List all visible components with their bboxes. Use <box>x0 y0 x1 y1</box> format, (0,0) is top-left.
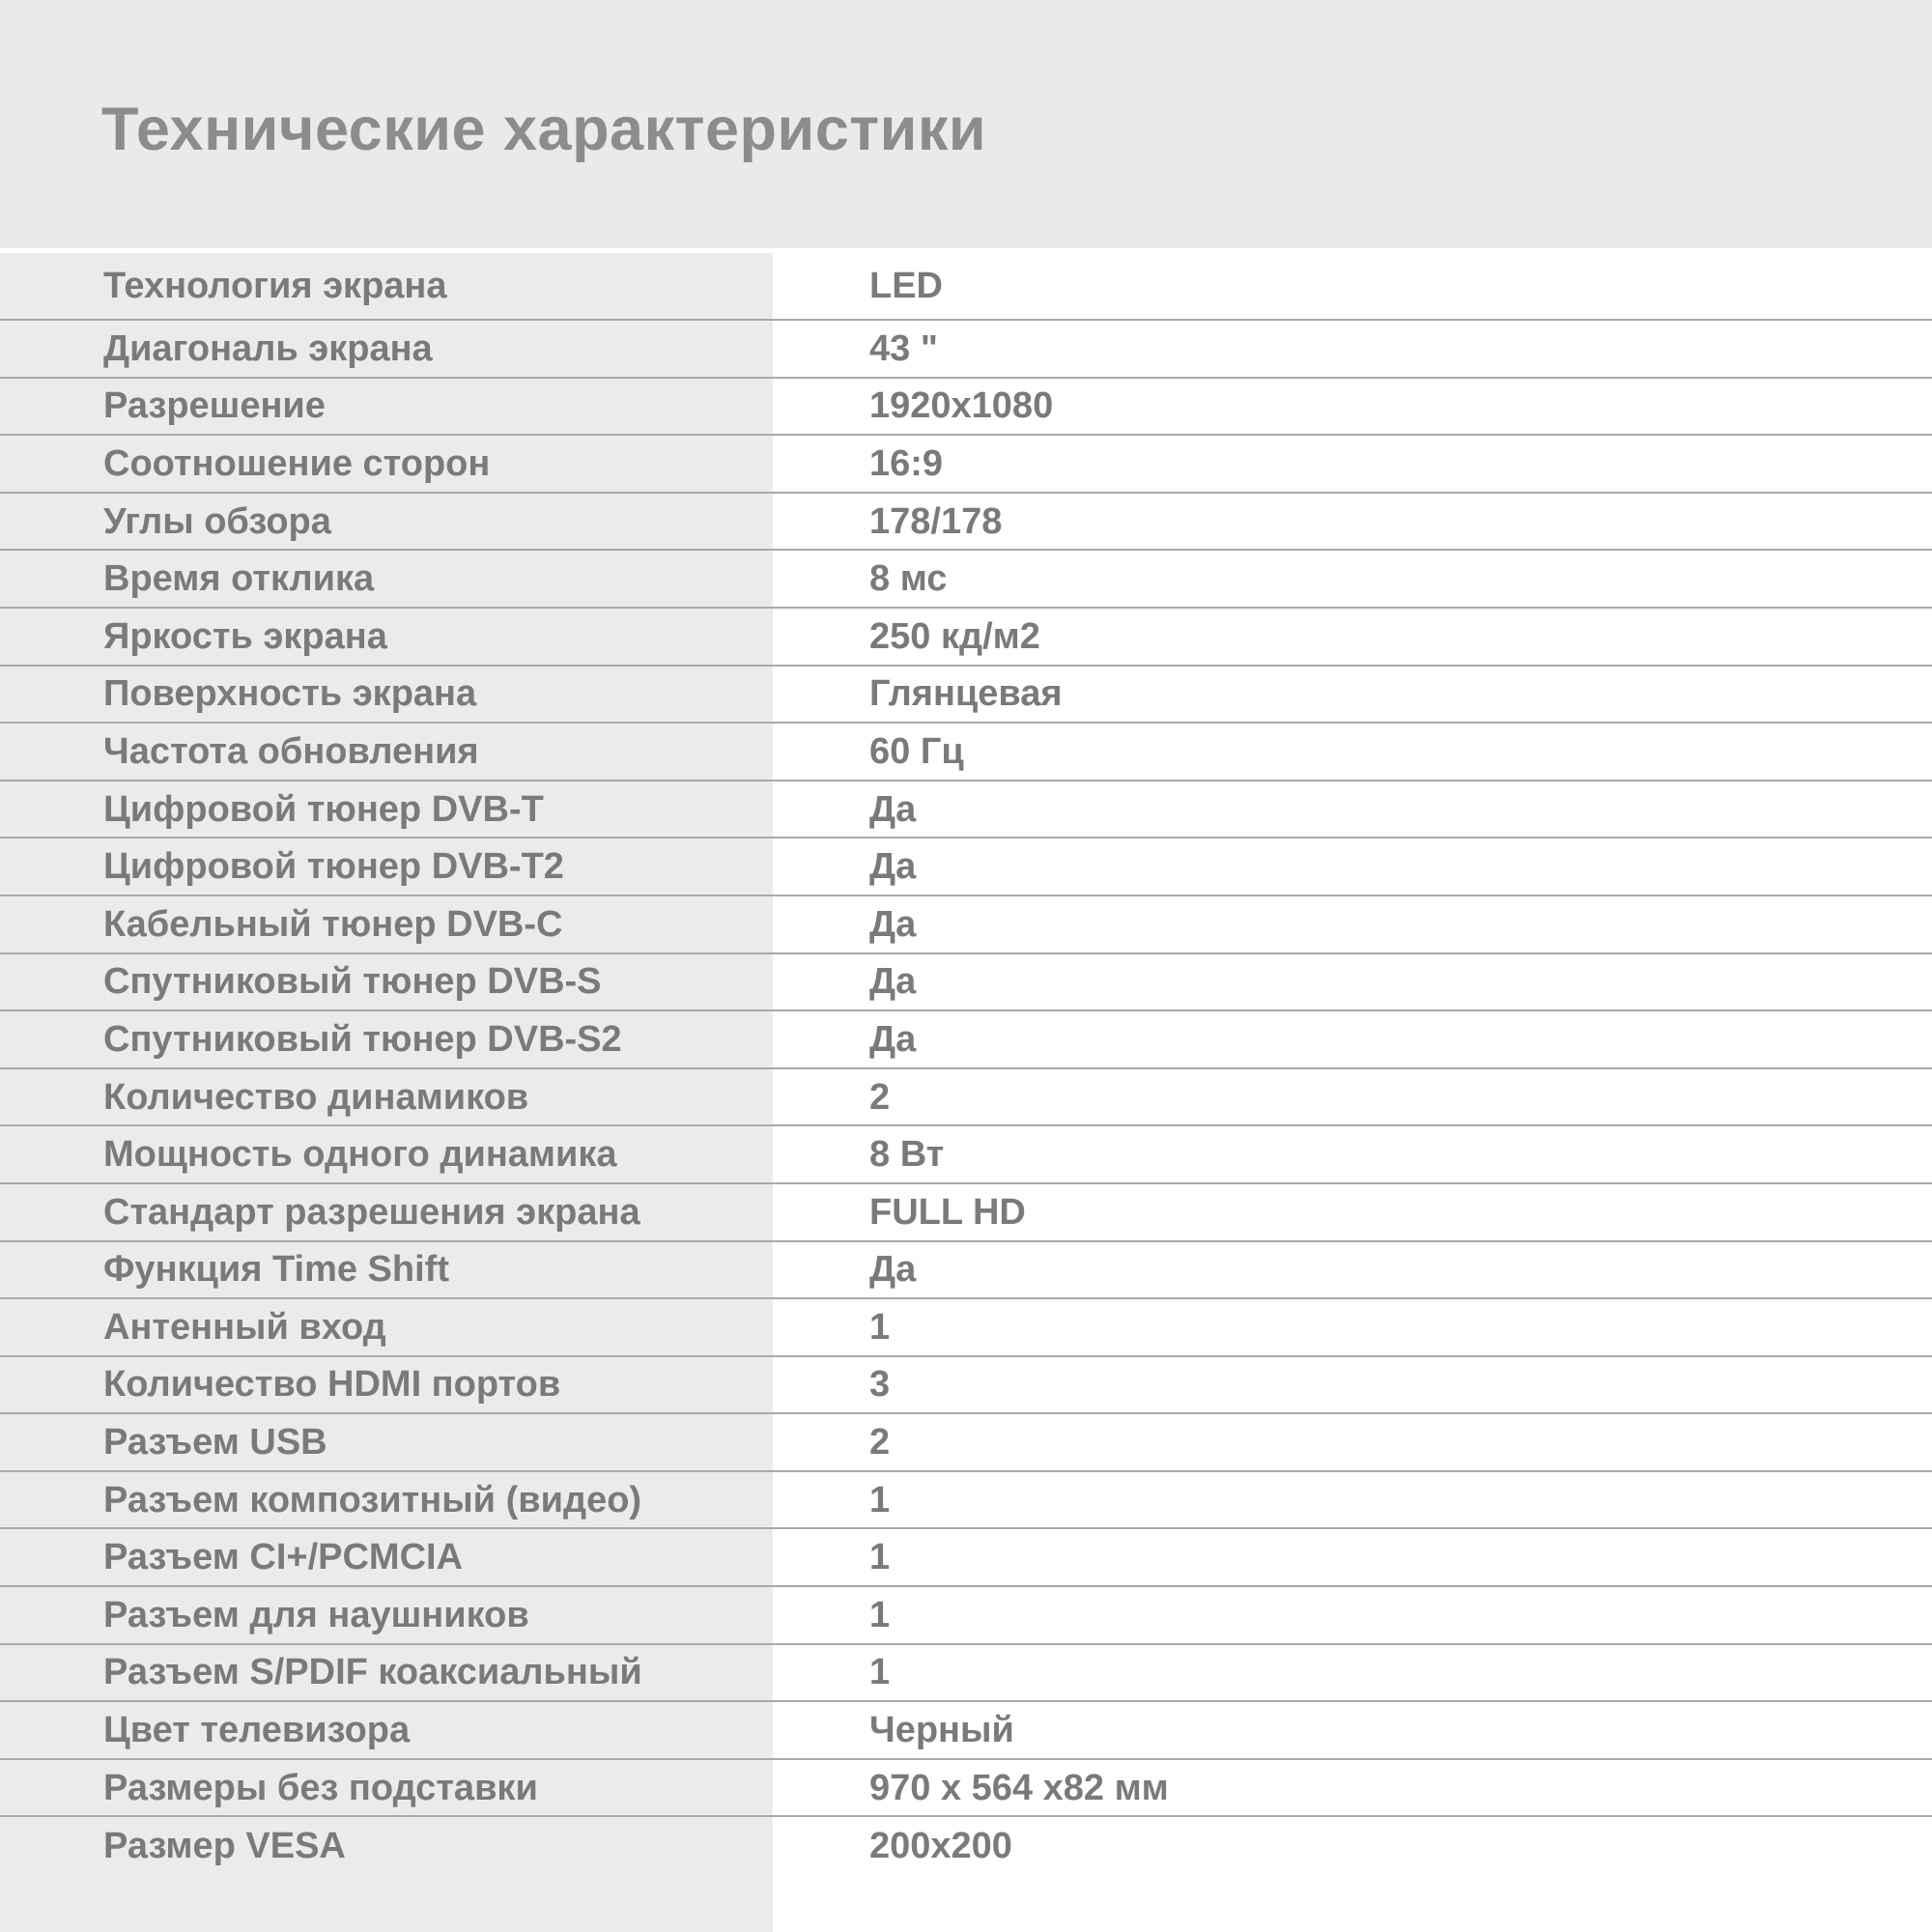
spec-label: Цифровой тюнер DVB-T <box>103 788 544 830</box>
table-row <box>0 1587 1932 1645</box>
spec-value: 970 x 564 x82 мм <box>869 1767 1169 1808</box>
spec-label: Соотношение сторон <box>103 442 491 484</box>
table-row <box>0 1299 1932 1357</box>
table-row <box>0 667 1932 724</box>
table-row <box>0 253 1932 321</box>
spec-value: 8 мс <box>869 558 948 600</box>
spec-value: Да <box>869 846 917 888</box>
spec-label: Размер VESA <box>103 1826 346 1867</box>
table-row <box>0 896 1932 954</box>
table-row <box>0 436 1932 494</box>
table-row <box>0 1472 1932 1530</box>
spec-value: 60 Гц <box>869 730 964 772</box>
spec-value: Да <box>869 961 917 1003</box>
spec-label: Разъем CI+/PCMCIA <box>103 1537 464 1578</box>
spec-label: Цвет телевизора <box>103 1710 411 1751</box>
table-row <box>0 1184 1932 1242</box>
spec-label: Стандарт разрешения экрана <box>103 1191 640 1233</box>
table-row <box>0 551 1932 609</box>
spec-label: Цифровой тюнер DVB-T2 <box>103 846 564 888</box>
spec-label: Технология экрана <box>103 266 447 306</box>
table-row <box>0 1126 1932 1184</box>
spec-value: 178/178 <box>869 500 1003 542</box>
spec-label: Разъем для наушников <box>103 1594 529 1635</box>
spec-value: Черный <box>869 1710 1014 1751</box>
spec-label: Спутниковый тюнер DVB-S <box>103 961 602 1003</box>
spec-label: Количество HDMI портов <box>103 1364 561 1406</box>
table-row <box>0 1069 1932 1127</box>
page-header <box>0 0 1932 248</box>
spec-value: 16:9 <box>869 442 944 484</box>
spec-label: Размеры без подставки <box>103 1767 538 1808</box>
table-row <box>0 379 1932 437</box>
spec-label: Яркость экрана <box>103 615 387 657</box>
spec-value: 2 <box>869 1422 891 1463</box>
spec-value: Да <box>869 1249 917 1291</box>
spec-value: 8 Вт <box>869 1134 945 1176</box>
spec-label: Функция Time Shift <box>103 1249 449 1291</box>
table-row <box>0 609 1932 667</box>
spec-label: Мощность одного динамика <box>103 1134 617 1176</box>
spec-label: Антенный вход <box>103 1306 386 1348</box>
table-row <box>0 1414 1932 1472</box>
table-row <box>0 1817 1932 1875</box>
table-row <box>0 494 1932 552</box>
spec-value: 1920x1080 <box>869 385 1054 427</box>
spec-value: 1 <box>869 1594 891 1635</box>
spec-value: 200x200 <box>869 1826 1012 1867</box>
spec-label: Диагональ экрана <box>103 327 433 369</box>
spec-value: 1 <box>869 1537 891 1578</box>
table-row <box>0 1529 1932 1587</box>
table-row <box>0 838 1932 896</box>
spec-label: Разрешение <box>103 385 326 427</box>
table-row <box>0 1011 1932 1069</box>
spec-label: Поверхность экрана <box>103 673 477 715</box>
table-row <box>0 321 1932 379</box>
table-row <box>0 781 1932 839</box>
spec-value: 2 <box>869 1076 891 1118</box>
spec-label: Разъем композитный (видео) <box>103 1479 642 1520</box>
spec-label: Время отклика <box>103 558 375 600</box>
table-row <box>0 1702 1932 1760</box>
table-row <box>0 1760 1932 1818</box>
spec-value: Да <box>869 788 917 830</box>
table-row <box>0 1242 1932 1300</box>
spec-value: LED <box>869 266 943 306</box>
spec-value: 1 <box>869 1652 891 1693</box>
specs-table <box>0 253 1932 1932</box>
table-row <box>0 1357 1932 1415</box>
spec-value: 43 " <box>869 327 938 369</box>
spec-label: Количество динамиков <box>103 1076 529 1118</box>
spec-label: Спутниковый тюнер DVB-S2 <box>103 1018 622 1060</box>
spec-label: Кабельный тюнер DVB-C <box>103 903 563 945</box>
spec-value: Глянцевая <box>869 673 1063 715</box>
spec-value: 1 <box>869 1306 891 1348</box>
spec-value: 3 <box>869 1364 891 1406</box>
spec-label: Частота обновления <box>103 730 479 772</box>
spec-value: 250 кд/м2 <box>869 615 1040 657</box>
table-row <box>0 1645 1932 1703</box>
page-title: Технические характеристики <box>101 96 987 163</box>
spec-value: FULL HD <box>869 1191 1026 1233</box>
spec-value: Да <box>869 1018 917 1060</box>
spec-value: 1 <box>869 1479 891 1520</box>
table-row <box>0 724 1932 781</box>
spec-label: Углы обзора <box>103 500 331 542</box>
spec-label: Разъем USB <box>103 1422 327 1463</box>
table-row <box>0 954 1932 1012</box>
spec-value: Да <box>869 903 917 945</box>
spec-label: Разъем S/PDIF коаксиальный <box>103 1652 642 1693</box>
